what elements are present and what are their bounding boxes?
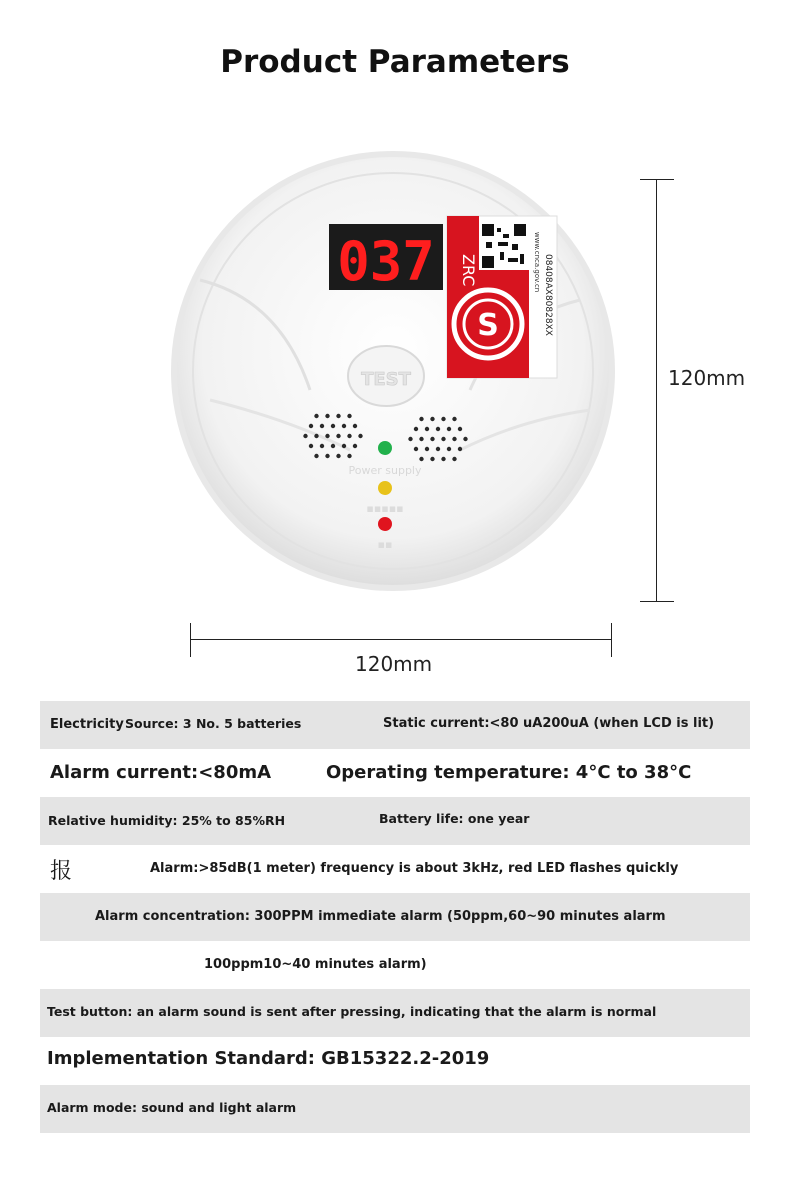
spec-row-alarm-concentration-cont [40, 941, 750, 989]
svg-text:www.cnca.gov.cn: www.cnca.gov.cn [533, 232, 541, 293]
width-dimension-cap-left [190, 623, 191, 657]
static-current: Static current:<80 uA200uA (when LCD is lit) [383, 716, 715, 731]
svg-text:S: S [477, 308, 499, 343]
electricity-label: Electricity [50, 717, 124, 732]
height-dimension-cap-bottom [640, 601, 674, 602]
spec-row-humidity-battery [40, 797, 750, 845]
electricity-source: Source: 3 No. 5 batteries [125, 716, 302, 731]
spec-row-current-temperature [40, 749, 750, 797]
height-dimension-cap-top [640, 179, 674, 180]
certification-s-logo-icon [454, 290, 522, 358]
test-button [348, 346, 424, 406]
svg-text:▪▪: ▪▪ [377, 538, 393, 551]
alarm-chinese-char: 报 [50, 859, 73, 884]
test-button-description: Test button: an alarm sound is sent after pressing, indicating that the alarm is normal [47, 1004, 657, 1019]
spec-row-standard [40, 1037, 750, 1085]
width-dimension-cap-right [611, 623, 612, 657]
implementation-standard: Implementation Standard: GB15322.2-2019 [47, 1048, 490, 1069]
svg-text:▪▪▪▪▪: ▪▪▪▪▪ [366, 502, 404, 515]
spec-row-test-button [40, 989, 750, 1037]
svg-text:TEST: TEST [361, 369, 411, 390]
alarm-led [378, 517, 392, 531]
power-led [378, 441, 392, 455]
spec-row-alarm-sound [40, 845, 750, 893]
fault-led [378, 481, 392, 495]
operating-temperature: Operating temperature: 4°C to 38°C [326, 762, 692, 783]
height-dimension-line [656, 180, 657, 601]
alarm-concentration-cont: 100ppm10~40 minutes alarm) [204, 957, 427, 972]
spec-row-alarm-mode [40, 1085, 750, 1133]
display-reading: 037 [337, 230, 435, 293]
width-dimension-label: 120mm [355, 652, 433, 676]
alarm-current: Alarm current:<80mA [50, 762, 272, 783]
alarm-sound: Alarm:>85dB(1 meter) frequency is about 3kHz, red LED flashes quickly [150, 861, 679, 876]
spec-row-alarm-concentration [40, 893, 750, 941]
width-dimension-line [190, 639, 612, 640]
svg-text:Power supply: Power supply [348, 464, 422, 477]
svg-text:08408AX80828XX: 08408AX80828XX [543, 254, 553, 336]
relative-humidity: Relative humidity: 25% to 85%RH [48, 813, 286, 828]
battery-life: Battery life: one year [379, 811, 530, 826]
alarm-mode: Alarm mode: sound and light alarm [47, 1100, 297, 1115]
svg-text:ZRC: ZRC [459, 254, 478, 287]
co-alarm-device-image [170, 150, 616, 592]
alarm-concentration: Alarm concentration: 300PPM immediate alarm (50ppm,60~90 minutes alarm [95, 909, 666, 924]
qr-code-icon [480, 222, 528, 270]
page-title: Product Parameters [220, 44, 570, 80]
spec-row-electricity [40, 701, 750, 749]
height-dimension-label: 120mm [668, 366, 746, 390]
